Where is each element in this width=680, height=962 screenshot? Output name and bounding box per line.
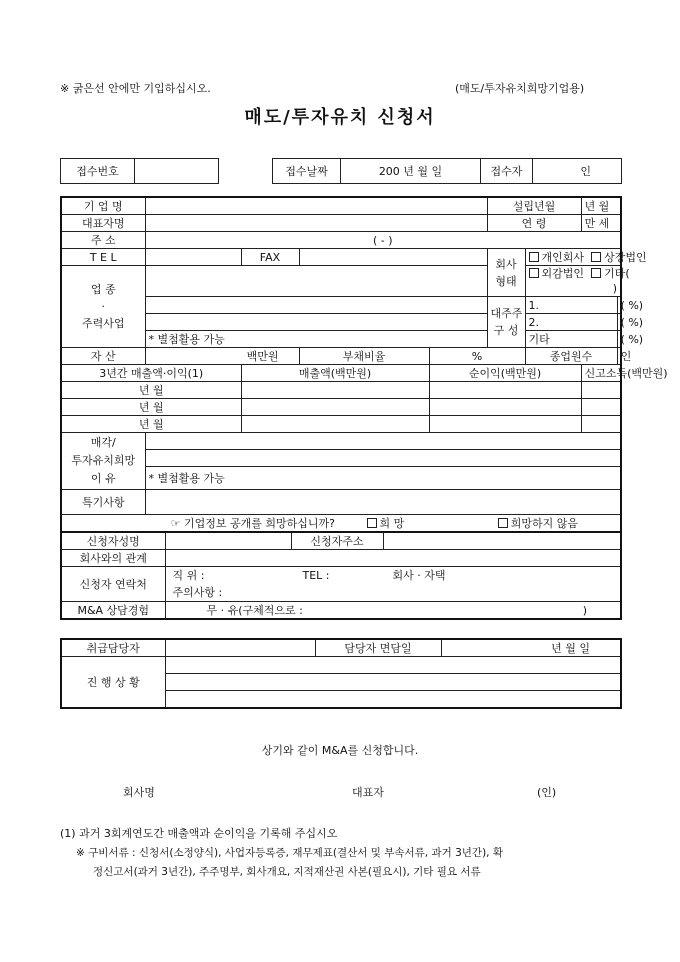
company-info-table (60, 196, 668, 533)
holder-etc[interactable]: 기타 (525, 331, 617, 348)
holder-1-pct[interactable]: ( %) (617, 297, 621, 314)
tax-3[interactable] (581, 416, 621, 433)
interview-label: 담당자 면담일 (315, 639, 441, 657)
disclosure-row (61, 515, 621, 533)
listed-checkbox[interactable] (591, 252, 601, 262)
finance-year-2[interactable]: 년 월 (61, 399, 241, 416)
applicant-name-field[interactable] (165, 532, 291, 550)
application-statement: 상기와 같이 M&A를 신청합니다. (261, 744, 419, 757)
form-title: 매도/투자유치 신청서 (244, 107, 436, 128)
company-type-row2[interactable]: 외감법인 기타( ) (525, 266, 621, 297)
progress-label: 진 행 상 황 (61, 657, 165, 709)
receipt-no-label: 접수번호 (61, 159, 135, 184)
tax-2[interactable] (581, 399, 621, 416)
disclose-yes-label: 희 망 (379, 516, 405, 530)
applicant-addr-field[interactable] (383, 532, 621, 550)
assets-label: 자 산 (61, 348, 145, 365)
company-name-label: 기 업 명 (61, 197, 145, 215)
applicant-table (60, 531, 622, 620)
business-field-2[interactable] (145, 297, 487, 314)
business-attach-note[interactable]: * 별첨활용 가능 (145, 331, 487, 348)
receipt-table (60, 158, 622, 184)
company-type-label: 회사 형태 (487, 249, 525, 297)
business-field-3[interactable] (145, 314, 487, 331)
tel-label: T E L (61, 249, 145, 266)
special-field[interactable] (145, 490, 621, 515)
receiver-label: 접수자 (481, 159, 533, 184)
disclose-no-label: 희망하지 않음 (510, 516, 579, 530)
progress-field-3[interactable] (165, 691, 621, 709)
business-label: 업 종 · 주력사업 (61, 266, 145, 348)
sales-header: 매출액(백만원) (241, 365, 429, 382)
relation-field[interactable] (165, 550, 621, 567)
audited-checkbox[interactable] (529, 268, 539, 278)
age-field[interactable]: 만 세 (581, 215, 621, 232)
reason-field-2[interactable] (145, 450, 621, 467)
footnote-1: (1) 과거 3회계연도간 매출액과 순이익을 기록해 주십시오 (60, 827, 338, 840)
founded-label: 설립년월 (487, 197, 581, 215)
fax-label: FAX (241, 249, 299, 266)
ceo-seal[interactable]: (인) (537, 786, 557, 799)
reason-attach-note[interactable]: * 별첨활용 가능 (145, 467, 621, 490)
company-name-sign-label: 회사명 (123, 786, 155, 799)
ceo-label: 대표자명 (61, 215, 145, 232)
progress-field-1[interactable] (165, 657, 621, 674)
address-field[interactable]: ( - ) (145, 232, 621, 249)
other-type-checkbox[interactable] (591, 268, 601, 278)
footnote-documents: ※ 구비서류 : 신청서(소정양식), 사업자등록증, 재무제표(결산서 및 부속서류, 과거 3년간), 확 (76, 847, 503, 859)
contact-label: 신청자 연락처 (61, 567, 165, 602)
tax-header: 신고소득(백만원) (581, 365, 621, 382)
disclose-no-checkbox[interactable] (498, 518, 508, 528)
applicant-addr-label: 신청자주소 (291, 532, 383, 550)
relation-label: 회사와의 관계 (61, 550, 165, 567)
debt-ratio-field[interactable]: % (429, 348, 525, 365)
profit-header: 순이익(백만원) (429, 365, 581, 382)
form-type-note: (매도/투자유치희망기업용) (455, 82, 585, 95)
debt-ratio-label: 부채비율 (299, 348, 429, 365)
profit-2[interactable] (429, 399, 581, 416)
company-name-field[interactable] (145, 197, 487, 215)
individual-checkbox[interactable] (529, 252, 539, 262)
ceo-field[interactable] (145, 215, 487, 232)
finance-year-3[interactable]: 년 월 (61, 416, 241, 433)
receipt-date-label: 접수날짜 (273, 159, 341, 184)
receiver-seal[interactable]: 인 (533, 159, 622, 184)
holder-2[interactable]: 2. (525, 314, 617, 331)
manager-label: 취급담당자 (61, 639, 165, 657)
sales-1[interactable] (241, 382, 429, 399)
employees-label: 종업원수 (525, 348, 617, 365)
age-label: 연 령 (487, 215, 581, 232)
business-field-1[interactable] (145, 266, 487, 297)
address-label: 주 소 (61, 232, 145, 249)
disclose-yes-checkbox[interactable] (367, 518, 377, 528)
footnote-documents-cont: 정신고서(과거 3년간), 주주명부, 회사개요, 지적재산권 사본(필요시), 기타 필요 서류 (93, 866, 481, 878)
holder-2-pct[interactable]: ( %) (617, 314, 621, 331)
instruction-note: ※ 굵은선 안에만 기입하십시오. (60, 82, 211, 95)
receipt-date-field[interactable]: 200 년 월 일 (341, 159, 481, 184)
profit-1[interactable] (429, 382, 581, 399)
contact-field[interactable]: 직 위 : TEL : 회사 · 자택 주의사항 : (165, 567, 621, 602)
tax-1[interactable] (581, 382, 621, 399)
holder-etc-pct[interactable]: ( %) (617, 331, 621, 348)
applicant-name-label: 신청자성명 (61, 532, 165, 550)
founded-field[interactable]: 년 월 (581, 197, 621, 215)
holder-1[interactable]: 1. (525, 297, 617, 314)
disclosure-question: ☞ 기업정보 공개를 희망하십니까? (170, 516, 335, 530)
assets-field[interactable]: 백만원 (145, 348, 299, 365)
fax-field[interactable] (299, 249, 487, 266)
profit-3[interactable] (429, 416, 581, 433)
shareholder-label: 대주주 구 성 (487, 297, 525, 348)
mna-experience-label: M&A 상담경험 (61, 602, 165, 620)
finance-year-1[interactable]: 년 월 (61, 382, 241, 399)
mna-experience-field[interactable]: 무 · 유(구체적으로 : ) (165, 602, 621, 620)
finance-header: 3년간 매출액·이익(1) (61, 365, 241, 382)
interview-date-field[interactable]: 년 월 일 (441, 639, 621, 657)
office-table (60, 638, 622, 709)
company-type-row1[interactable]: 개인회사 상장법인 (525, 249, 621, 266)
sales-3[interactable] (241, 416, 429, 433)
tel-field[interactable] (145, 249, 241, 266)
employees-field[interactable]: 인 (617, 348, 621, 365)
sales-2[interactable] (241, 399, 429, 416)
reason-label: 매각/ 투자유치희망 이 유 (61, 433, 145, 490)
special-label: 특기사항 (61, 490, 145, 515)
ceo-sign-label: 대표자 (352, 786, 384, 799)
manager-field[interactable] (165, 639, 315, 657)
progress-field-2[interactable] (165, 674, 621, 691)
reason-field-1[interactable] (145, 433, 621, 450)
receipt-no-field[interactable] (135, 159, 219, 184)
